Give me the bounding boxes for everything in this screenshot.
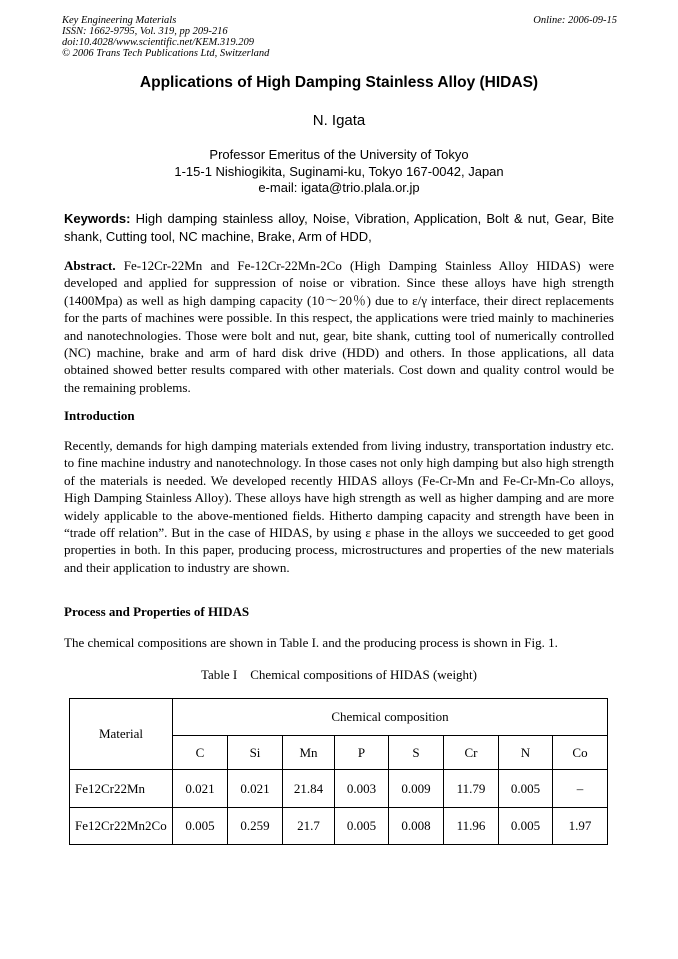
section-heading-introduction: Introduction — [64, 408, 135, 423]
table-row — [70, 770, 608, 808]
material-cell: Fe12Cr22Mn — [70, 770, 173, 808]
value-cell: 21.84 — [283, 770, 335, 808]
abstract — [64, 257, 614, 396]
value-cell: 11.79 — [444, 770, 499, 808]
journal-doi[interactable]: doi:10.4028/www.scientific.net/KEM.319.209 — [62, 37, 254, 48]
composition-group-header: Chemical composition — [173, 699, 608, 736]
composition-table — [69, 698, 608, 845]
value-cell: 0.259 — [228, 808, 283, 845]
value-cell: 0.021 — [228, 770, 283, 808]
value-cell: 21.7 — [283, 808, 335, 845]
paper-title: Applications of High Damping Stainless Alloy (HIDAS) — [139, 74, 539, 91]
journal-header — [62, 15, 617, 59]
affiliation-address: 1-15-1 Nishiogikita, Suginami-ku, Tokyo 167-0042, Japan — [174, 163, 504, 179]
author-email[interactable]: e-mail: igata@trio.plala.or.jp — [258, 180, 420, 195]
introduction-text: Recently, demands for high damping materials extended from living industry, transportation industry etc. to fine machine industry and nanotechnology. In those cases not only high damping but also high strength of the materials is needed. We developed recently HIDAS alloys (Fe-Cr-Mn and Fe-Cr-Mn-Co alloys, High Damping Stainless Alloy). These alloys have high strength as well as higher damping and are more widely applicable to the above-mentioned fields. Hitherto damping capacity and strength have been in “trade off relation”. But in the case of HIDAS, by using ε phase in the alloys we succeeded to get good properties in both. In this paper, producing process, microstructures and properties of the new materials and their application to industry are shown. — [64, 438, 614, 575]
value-cell: – — [553, 770, 608, 808]
column-header: C — [173, 736, 228, 770]
abstract-text: Fe-12Cr-22Mn and Fe-12Cr-22Mn-2Co (High Damping Stainless Alloy HIDAS) were developed and applied for suppression of noise or vibration. Since these alloys have high strength (1400Mpa) as well as high damping capacity (10～20％) due to ε/γ interface, their direct replacements for the parts of machines were possible. In this respect, the applications were tried mainly to machineries and nanotechnologies. Those were bolt and nut, gear, bite shank, cutting tool of numerically controlled (NC) machine, brake and arm of hard disk drive (HDD) and others. In those applications, all data obtained showed better results compared with other materials. Cost down and quality control would be the remaining problems. — [64, 258, 614, 395]
value-cell: 0.005 — [499, 808, 553, 845]
online-date: Online: 2006-09-15 — [533, 15, 617, 26]
column-header: S — [389, 736, 444, 770]
keywords-text: High damping stainless alloy, Noise, Vibration, Application, Bolt & nut, Gear, Bite shank, Cutting tool, NC machine, Brake, Arm of HDD, — [64, 211, 614, 244]
section-heading-process: Process and Properties of HIDAS — [64, 604, 250, 619]
keywords-label: Keywords: — [64, 211, 131, 226]
value-cell: 0.005 — [335, 808, 389, 845]
value-cell: 0.005 — [173, 808, 228, 845]
value-cell: 0.021 — [173, 770, 228, 808]
value-cell: 0.008 — [389, 808, 444, 845]
column-header: N — [499, 736, 553, 770]
journal-issn: ISSN: 1662-9795, Vol. 319, pp 209-216 — [62, 26, 228, 37]
affiliation-line: Professor Emeritus of the University of Tokyo — [209, 147, 469, 162]
column-header: P — [335, 736, 389, 770]
journal-name: Key Engineering Materials — [62, 15, 177, 26]
material-cell: Fe12Cr22Mn2Co — [70, 808, 173, 845]
value-cell: 0.009 — [389, 770, 444, 808]
value-cell: 11.96 — [444, 808, 499, 845]
column-header: Mn — [283, 736, 335, 770]
paper-author: N. Igata — [312, 112, 366, 129]
material-header: Material — [70, 699, 173, 770]
value-cell: 0.005 — [499, 770, 553, 808]
table-caption: Table I Chemical compositions of HIDAS (weight) — [200, 667, 477, 682]
table-row — [70, 808, 608, 845]
abstract-label: Abstract. — [64, 258, 116, 273]
process-text: The chemical compositions are shown in Table I. and the producing process is shown in Fig. 1. — [64, 635, 558, 650]
journal-copyright: © 2006 Trans Tech Publications Ltd, Switzerland — [62, 48, 270, 59]
column-header: Cr — [444, 736, 499, 770]
table-header-row — [70, 699, 608, 736]
author-affiliation — [0, 147, 678, 197]
value-cell: 0.003 — [335, 770, 389, 808]
column-header: Co — [553, 736, 608, 770]
column-header: Si — [228, 736, 283, 770]
keywords — [64, 210, 614, 246]
value-cell: 1.97 — [553, 808, 608, 845]
